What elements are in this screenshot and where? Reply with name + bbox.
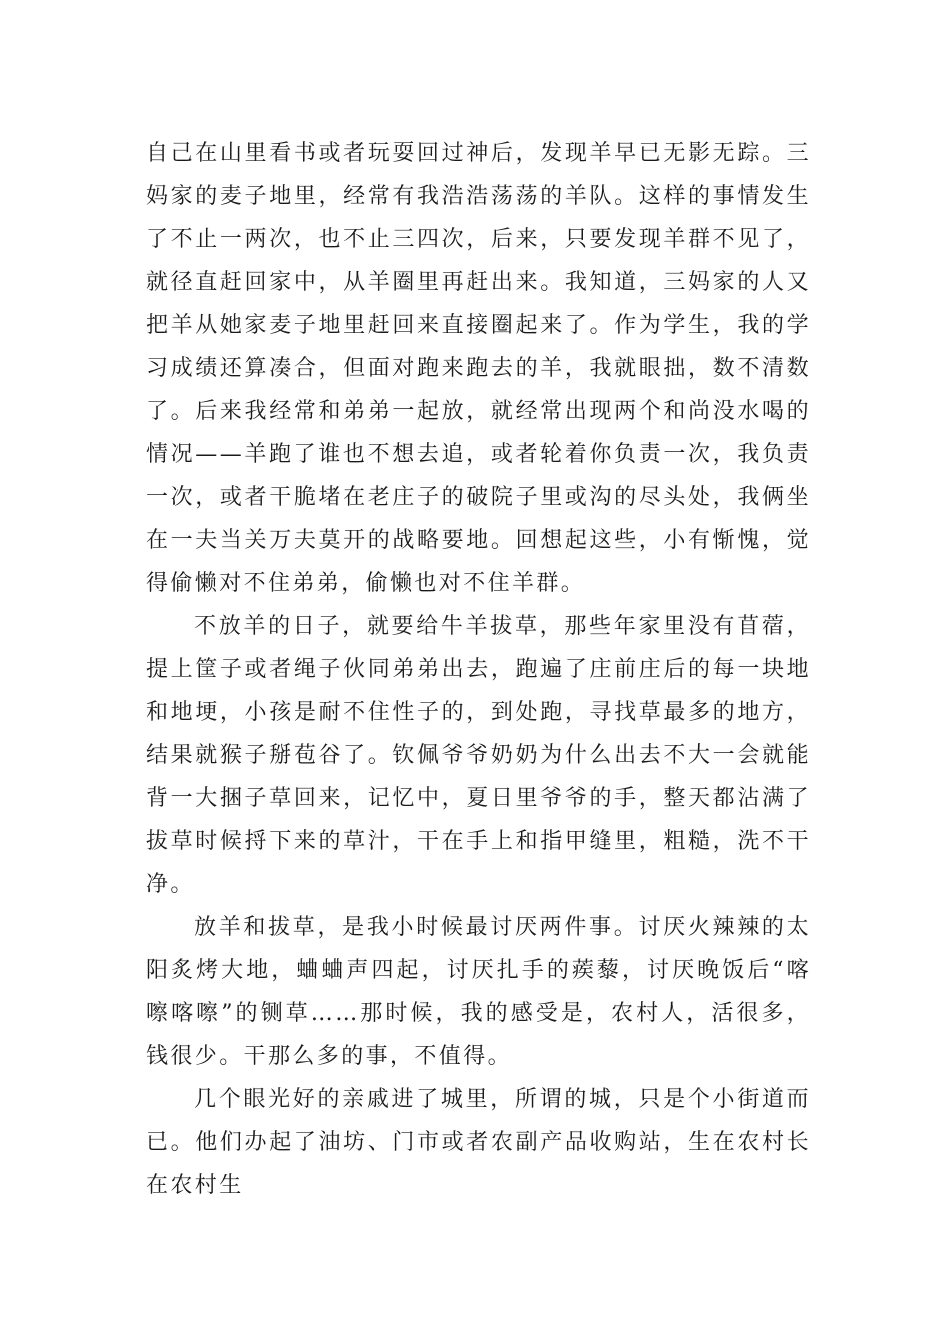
paragraph-2: 不放羊的日子，就要给牛羊拔草，那些年家里没有苜蓿，提上筐子或者绳子伙同弟弟出去，跑遍了庄前庄后的每一块地和地埂，小孩是耐不住性子的，到处跑，寻找草最多的地方，结果就猴子掰苞谷了。钦佩爷爷奶奶为什么出去不大一会就能背一大捆子草回来，记忆中，夏日里爷爷的手，整天都沾满了拔草时候捋下来的草汁，干在手上和指甲缝里，粗糙，洗不干净。 [146,614,811,897]
document-body [146,132,811,1207]
paragraph-1: 自己在山里看书或者玩耍回过神后，发现羊早已无影无踪。三妈家的麦子地里，经常有我浩浩荡荡的羊队。这样的事情发生了不止一两次，也不止三四次，后来，只要发现羊群不见了，就径直赶回家中，从羊圈里再赶出来。我知道，三妈家的人又把羊从她家麦子地里赶回来直接圈起来了。作为学生，我的学习成绩还算凑合，但面对跑来跑去的羊，我就眼拙，数不清数了。后来我经常和弟弟一起放，就经常出现两个和尚没水喝的情况——羊跑了谁也不想去追，或者轮着你负责一次，我负责一次，或者干脆堵在老庄子的破院子里或沟的尽头处，我俩坐在一夫当关万夫莫开的战略要地。回想起这些，小有惭愧，觉得偷懒对不住弟弟，偷懒也对不住羊群。 [146,141,811,596]
paragraph-4: 几个眼光好的亲戚进了城里，所谓的城，只是个小街道而已。他们办起了油坊、门市或者农副产品收购站，生在农村长在农村生 [146,1087,811,1198]
paragraph-3: 放羊和拔草，是我小时候最讨厌两件事。讨厌火辣辣的太阳炙烤大地，蛐蛐声四起，讨厌扎手的蒺藜，讨厌晚饭后“喀嚓喀嚓”的铡草……那时候，我的感受是，农村人，活很多，钱很少。干那么多的事，不值得。 [146,915,811,1069]
